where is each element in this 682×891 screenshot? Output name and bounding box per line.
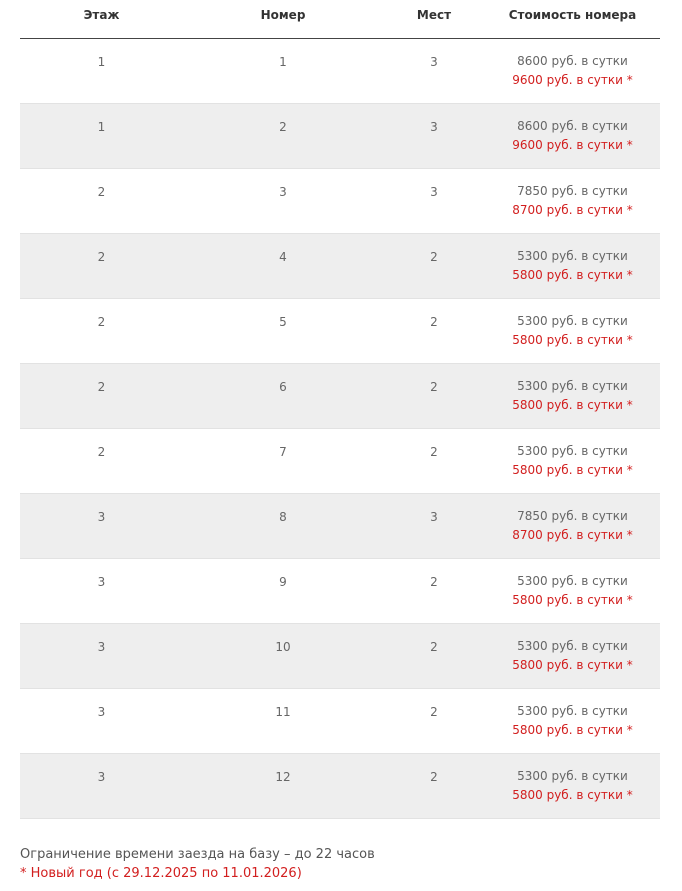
cell-room: 6 [183, 363, 383, 428]
notes-section [20, 845, 660, 883]
cell-floor: 2 [20, 233, 183, 298]
cell-room: 2 [183, 103, 383, 168]
cell-places: 3 [383, 38, 485, 103]
cell-floor: 1 [20, 38, 183, 103]
cell-floor: 3 [20, 753, 183, 818]
price-regular: 5300 руб. в сутки [517, 703, 628, 718]
table-row [20, 623, 660, 688]
cell-price [485, 493, 660, 558]
table-row [20, 233, 660, 298]
cell-room: 5 [183, 298, 383, 363]
cell-price [485, 298, 660, 363]
cell-places: 3 [383, 103, 485, 168]
price-new-year: 5800 руб. в сутки * [512, 592, 633, 607]
cell-places: 2 [383, 363, 485, 428]
cell-places: 2 [383, 298, 485, 363]
cell-room: 10 [183, 623, 383, 688]
price-new-year: 5800 руб. в сутки * [512, 787, 633, 802]
price-regular: 7850 руб. в сутки [517, 508, 628, 523]
table-body [20, 38, 660, 818]
cell-price [485, 688, 660, 753]
cell-floor: 1 [20, 103, 183, 168]
cell-room: 1 [183, 38, 383, 103]
cell-price [485, 168, 660, 233]
header-floor: Этаж [20, 0, 183, 38]
new-year-note: * Новый год (с 29.12.2025 по 11.01.2026) [20, 866, 302, 881]
cell-floor: 3 [20, 558, 183, 623]
cell-places: 2 [383, 623, 485, 688]
table-row [20, 753, 660, 818]
price-regular: 5300 руб. в сутки [517, 638, 628, 653]
cell-floor: 3 [20, 688, 183, 753]
cell-places: 3 [383, 493, 485, 558]
price-regular: 5300 руб. в сутки [517, 443, 628, 458]
cell-room: 12 [183, 753, 383, 818]
cell-price [485, 428, 660, 493]
table-row [20, 38, 660, 103]
price-new-year: 9600 руб. в сутки * [512, 72, 633, 87]
cell-room: 11 [183, 688, 383, 753]
table-header-row [20, 0, 660, 38]
header-room: Номер [183, 0, 383, 38]
table-row [20, 298, 660, 363]
cell-places: 2 [383, 233, 485, 298]
table-header [20, 0, 660, 38]
table-row [20, 558, 660, 623]
cell-floor: 3 [20, 493, 183, 558]
cell-price [485, 753, 660, 818]
cell-room: 3 [183, 168, 383, 233]
price-new-year: 5800 руб. в сутки * [512, 462, 633, 477]
cell-price [485, 363, 660, 428]
price-new-year: 8700 руб. в сутки * [512, 202, 633, 217]
cell-price [485, 38, 660, 103]
cell-room: 9 [183, 558, 383, 623]
cell-room: 8 [183, 493, 383, 558]
price-new-year: 5800 руб. в сутки * [512, 397, 633, 412]
cell-floor: 3 [20, 623, 183, 688]
price-new-year: 5800 руб. в сутки * [512, 657, 633, 672]
cell-places: 2 [383, 753, 485, 818]
cell-floor: 2 [20, 363, 183, 428]
cell-room: 7 [183, 428, 383, 493]
table-row [20, 103, 660, 168]
header-price: Стоимость номера [485, 0, 660, 38]
cell-price [485, 623, 660, 688]
price-regular: 5300 руб. в сутки [517, 768, 628, 783]
price-new-year: 8700 руб. в сутки * [512, 527, 633, 542]
checkin-time-note: Ограничение времени заезда на базу – до 22 часов [20, 847, 375, 862]
price-regular: 5300 руб. в сутки [517, 573, 628, 588]
cell-places: 2 [383, 558, 485, 623]
price-new-year: 9600 руб. в сутки * [512, 137, 633, 152]
table-row [20, 428, 660, 493]
cell-floor: 2 [20, 298, 183, 363]
price-regular: 7850 руб. в сутки [517, 183, 628, 198]
price-regular: 5300 руб. в сутки [517, 378, 628, 393]
price-regular: 8600 руб. в сутки [517, 118, 628, 133]
cell-price [485, 233, 660, 298]
rooms-table-container [20, 0, 660, 819]
cell-floor: 2 [20, 428, 183, 493]
cell-places: 2 [383, 428, 485, 493]
cell-places: 3 [383, 168, 485, 233]
table-row [20, 688, 660, 753]
cell-floor: 2 [20, 168, 183, 233]
price-new-year: 5800 руб. в сутки * [512, 267, 633, 282]
price-regular: 5300 руб. в сутки [517, 313, 628, 328]
price-new-year: 5800 руб. в сутки * [512, 722, 633, 737]
price-new-year: 5800 руб. в сутки * [512, 332, 633, 347]
rooms-price-table [20, 0, 660, 819]
cell-price [485, 558, 660, 623]
price-regular: 5300 руб. в сутки [517, 248, 628, 263]
table-row [20, 493, 660, 558]
header-places: Мест [383, 0, 485, 38]
table-row [20, 363, 660, 428]
price-regular: 8600 руб. в сутки [517, 53, 628, 68]
cell-price [485, 103, 660, 168]
cell-places: 2 [383, 688, 485, 753]
cell-room: 4 [183, 233, 383, 298]
table-row [20, 168, 660, 233]
